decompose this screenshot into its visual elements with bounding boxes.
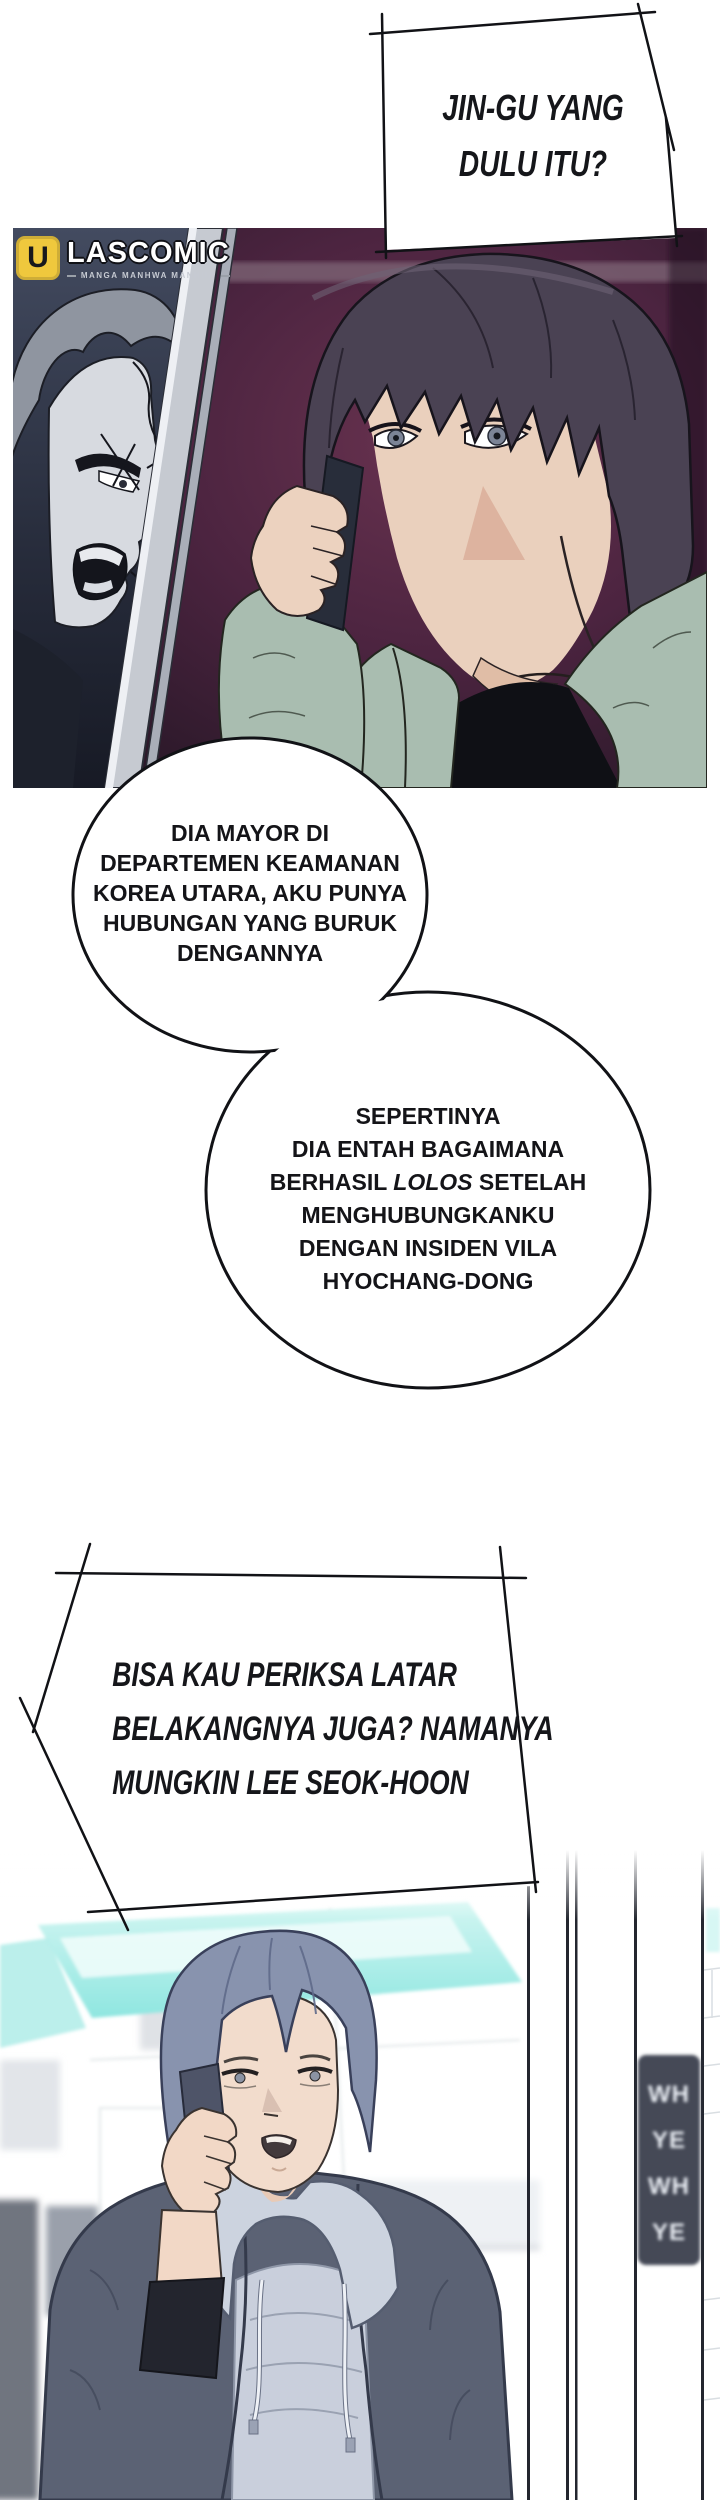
brick-wall: [704, 1968, 720, 2400]
speech-bubble-b-line3: BERHASIL LOLOS SETELAH: [269, 1169, 587, 1195]
poster-line: WH: [648, 2081, 690, 2108]
publisher-logo: [16, 236, 246, 280]
logo-tagline-text: MANGA MANHWA MANHUA: [80, 271, 216, 280]
speech-bubble-a-text: DIA MAYOR DI DEPARTEMEN KEAMANAN KOREA UTARA, AKU PUNYA HUBUNGAN YANG BURUK DENGANNYA: [93, 820, 407, 966]
poster-text: [641, 2072, 697, 2256]
poster-line: WH: [648, 2173, 690, 2200]
logo-tagline: [67, 271, 230, 280]
speech-bubble-b-text: SEPERTINYA DIA ENTAH BAGAIMANA BERHASIL LOLOS SETELAH MENGHUBUNGKANKU DENGAN INSIDEN VILA HYOCHANG-DONG: [238, 1100, 618, 1298]
logo-brand-text: LASCOMIC: [67, 237, 230, 269]
poster-line: YE: [651, 2219, 686, 2246]
speech-bubble-top-text: JIN-GU YANG DULU ITU?: [442, 87, 624, 184]
poster-line: YE: [651, 2127, 686, 2154]
logo-icon: [16, 236, 60, 280]
speech-bubble-bottom-text: BISA KAU PERIKSA LATAR BELAKANGNYA JUGA? NAMANYA MUNGKIN LEE SEOK-HOON: [112, 1656, 554, 1802]
logo-icon-letter: U: [27, 241, 49, 274]
